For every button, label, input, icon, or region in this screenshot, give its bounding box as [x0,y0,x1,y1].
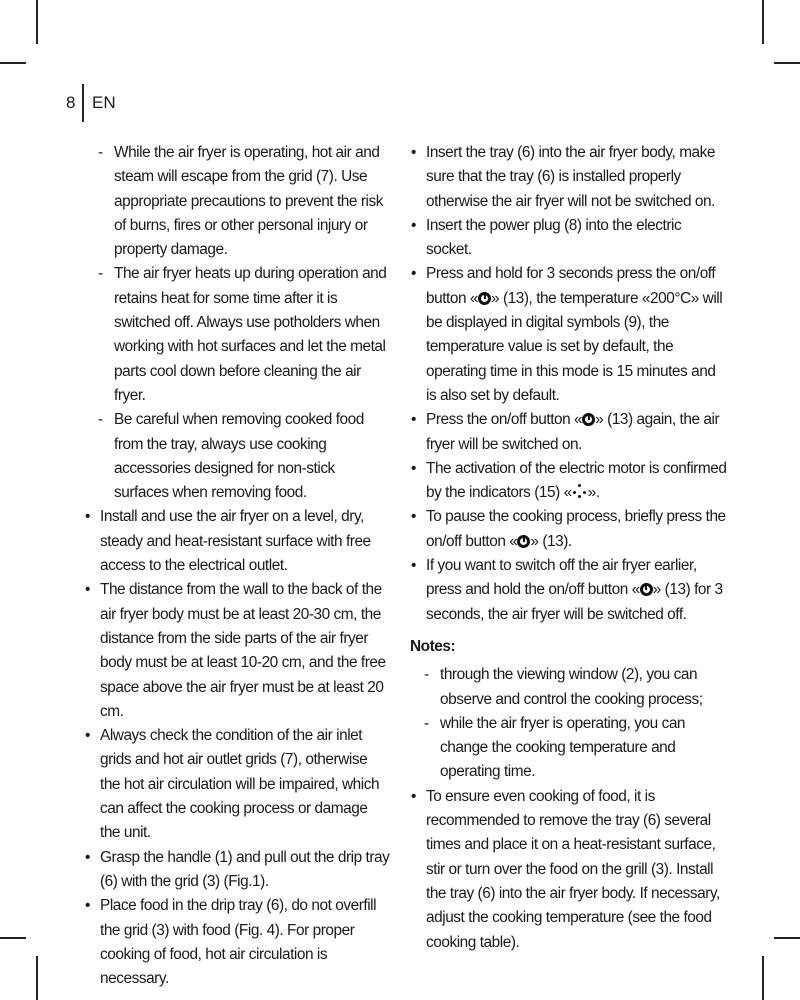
list-item [410,505,728,554]
crop-mark [0,937,26,939]
list-item: • Insert the tray (6) into the air fryer body, make sure that the tray (6) is installed properly otherwise the air fryer will not be switched on. [410,141,728,214]
item-text: Press and hold for 3 seconds press the on/off button « [426,265,716,307]
list-item: • Always check the condition of the air inlet grids and hot air outlet grids (7), otherwise the hot air circulation will be impaired, which can affect the cooking process or damage the unit. [84,724,390,845]
power-icon [478,292,491,305]
power-icon [640,583,653,596]
left-column [84,141,390,991]
crop-mark [36,956,38,1000]
language-label: EN [92,93,116,112]
list-item: • To ensure even cooking of food, it is recommended to remove the tray (6) several times and place it on a heat-resistant surface, stir or turn over the food on the grill (3). Install the tray (6) into the air fryer body. If necessary, adjust the cooking temperature (see the food cooking table). [410,785,728,955]
list-item: - while the air fryer is operating, you can change the cooking temperature and operating time. [410,712,728,785]
fan-indicator-icon [572,484,588,498]
crop-mark [0,62,26,64]
item-text: » (13) again, the air fryer will be switched on. [426,411,720,453]
list-item: • Install and use the air fryer on a level, dry, steady and heat-resistant surface with free access to the electrical outlet. [84,505,390,578]
crop-mark [762,0,764,44]
header-divider [82,84,84,122]
notes-list [410,663,728,955]
right-column [410,141,728,955]
power-icon [582,413,595,426]
item-text: » (13). [530,532,572,550]
list-item [410,457,728,506]
right-list [410,141,728,627]
list-item: - through the viewing window (2), you can observe and control the cooking process; [410,663,728,712]
crop-mark [36,0,38,44]
crop-mark [774,937,800,939]
list-item: • The distance from the wall to the back of the air fryer body must be at least 20-30 cm, the distance from the side parts of the air fryer body must be at least 10-20 cm, and the free space above the air fryer must be at least 20 cm. [84,578,390,724]
item-text: » (13), the temperature «200°C» will be displayed in digital symbols (9), the temperature value is set by default, the operating time in this mode is 15 minutes and is also set by default. [426,289,723,404]
list-item: - The air fryer heats up during operation and retains heat for some time after it is switched off. Always use potholders when working with hot surfaces and let the metal parts cool down before cleaning the air fryer. [84,262,390,408]
crop-mark [774,62,800,64]
list-item [410,408,728,457]
list-item: • Grasp the handle (1) and pull out the drip tray (6) with the grid (3) (Fig.1). [84,846,390,895]
list-item [410,554,728,627]
list-item: - Be careful when removing cooked food from the tray, always use cooking accessories designed for non-stick surfaces when removing food. [84,408,390,505]
notes-heading: Notes: [410,637,456,655]
list-item [410,262,728,408]
crop-mark [762,956,764,1000]
item-text: ». [587,484,600,502]
item-text: Press the on/off button « [426,411,583,429]
page-number: 8 [66,93,76,112]
power-icon [517,535,530,548]
item-text: The activation of the electric motor is confirmed by the indicators (15) « [426,459,727,502]
item-text: If you want to switch off the air fryer earlier, press and hold the on/off button « [426,557,697,599]
list-item: • Insert the power plug (8) into the electric socket. [410,214,728,263]
list-item: • Place food in the drip tray (6), do not overfill the grid (3) with food (Fig. 4). For proper cooking of food, hot air circulation is necessary. [84,894,390,991]
list-item: - While the air fryer is operating, hot air and steam will escape from the grid (7). Use appropriate precautions to prevent the risk of burns, fires or other personal injury or property damage. [84,141,390,262]
left-list [84,141,390,991]
item-text: » (13) for 3 seconds, the air fryer will be switched off. [426,581,723,623]
item-text: To pause the cooking process, briefly press the on/off button « [426,508,726,550]
